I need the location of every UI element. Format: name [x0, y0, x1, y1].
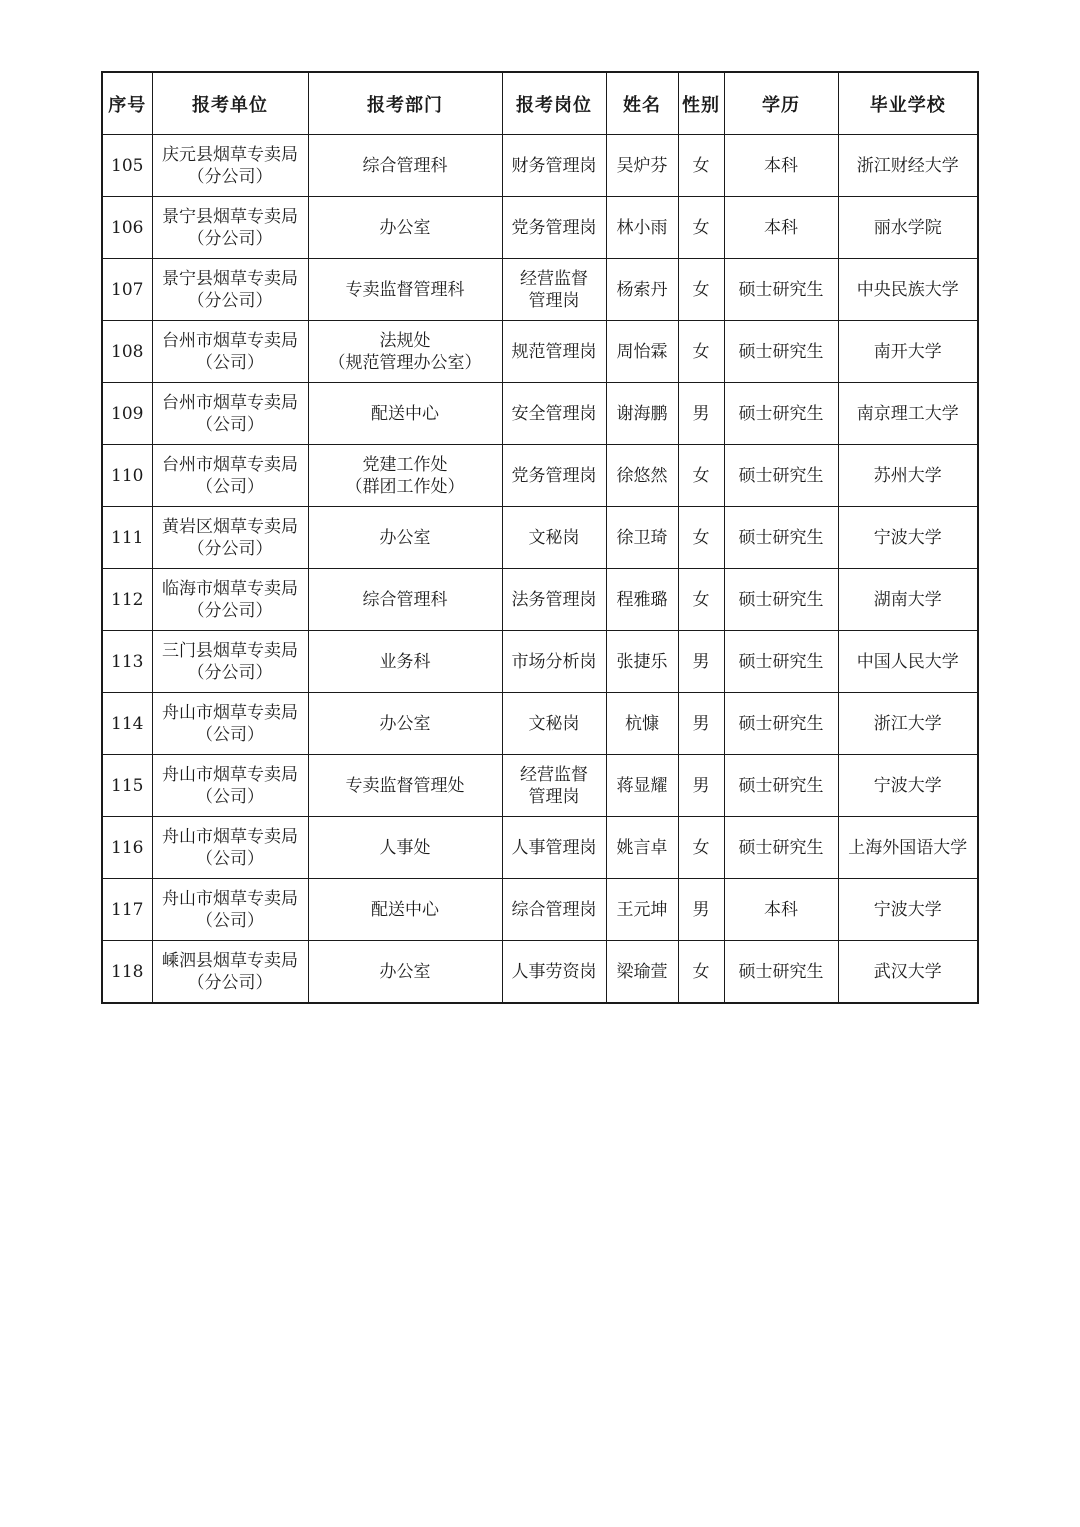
cell-no [102, 941, 152, 1004]
cell-unit-line-1: 景宁县烟草专卖局 [162, 206, 298, 227]
cell-gender [678, 197, 724, 259]
cell-school [838, 507, 978, 569]
cell-post-line-1: 人事管理岗 [511, 837, 597, 858]
cell-school [838, 755, 978, 817]
cell-unit [152, 879, 308, 941]
cell-gender [678, 259, 724, 321]
cell-post-line-1: 法务管理岗 [511, 589, 597, 610]
cell-school [838, 631, 978, 693]
cell-education-text: 硕士研究生 [738, 775, 824, 796]
cell-post-line-1: 经营监督 [520, 268, 588, 289]
cell-education-text: 硕士研究生 [738, 837, 824, 858]
cell-school [838, 569, 978, 631]
cell-education-text: 硕士研究生 [738, 961, 824, 982]
cell-post-line-2: 管理岗 [528, 290, 580, 311]
cell-post [502, 135, 606, 197]
cell-education-text: 硕士研究生 [738, 651, 824, 672]
cell-name [606, 135, 678, 197]
cell-post-line-1: 党务管理岗 [511, 465, 597, 486]
cell-education-text: 本科 [764, 155, 798, 176]
cell-name [606, 941, 678, 1004]
cell-department [308, 135, 502, 197]
cell-no-text: 105 [111, 155, 144, 176]
cell-no-text: 115 [111, 775, 144, 796]
cell-unit-line-1: 景宁县烟草专卖局 [162, 268, 298, 289]
cell-name-text: 林小雨 [616, 217, 668, 238]
cell-unit-line-1: 台州市烟草专卖局 [162, 454, 298, 475]
cell-unit-line-1: 舟山市烟草专卖局 [162, 888, 298, 909]
cell-gender [678, 135, 724, 197]
cell-unit-line-2: （公司） [196, 848, 264, 869]
cell-name-text: 张捷乐 [616, 651, 668, 672]
cell-name [606, 817, 678, 879]
cell-unit-line-2: （公司） [196, 414, 264, 435]
cell-department [308, 755, 502, 817]
cell-name [606, 693, 678, 755]
cell-no-text: 114 [111, 713, 144, 734]
cell-name [606, 755, 678, 817]
cell-post-line-1: 综合管理岗 [511, 899, 597, 920]
cell-education [724, 197, 838, 259]
header-gender: 性别 [678, 72, 724, 135]
cell-post [502, 569, 606, 631]
cell-gender-text: 女 [692, 837, 710, 858]
cell-unit-line-2: （公司） [196, 476, 264, 497]
cell-department [308, 259, 502, 321]
cell-gender [678, 631, 724, 693]
cell-name [606, 383, 678, 445]
cell-name [606, 445, 678, 507]
cell-no [102, 507, 152, 569]
cell-department-line-2: （规范管理办公室） [328, 352, 482, 373]
cell-unit-line-1: 舟山市烟草专卖局 [162, 826, 298, 847]
cell-school [838, 445, 978, 507]
cell-department [308, 817, 502, 879]
header-department: 报考部门 [308, 72, 502, 135]
cell-department-line-1: 办公室 [379, 217, 431, 238]
cell-education [724, 693, 838, 755]
cell-gender [678, 879, 724, 941]
cell-post-line-1: 安全管理岗 [511, 403, 597, 424]
cell-no [102, 135, 152, 197]
cell-no-text: 118 [111, 961, 144, 982]
cell-name [606, 569, 678, 631]
cell-unit [152, 507, 308, 569]
table-row [102, 383, 978, 445]
cell-name-text: 谢海鹏 [616, 403, 668, 424]
cell-name-text: 吴炉芬 [616, 155, 668, 176]
cell-school-text: 武汉大学 [873, 961, 942, 982]
cell-unit-line-1: 嵊泗县烟草专卖局 [162, 950, 298, 971]
table-row [102, 693, 978, 755]
cell-no [102, 693, 152, 755]
cell-no-text: 111 [111, 527, 144, 548]
cell-unit-line-2: （公司） [196, 352, 264, 373]
cell-department-line-1: 专卖监督管理处 [345, 775, 465, 796]
cell-unit-line-2: （分公司） [187, 290, 273, 311]
cell-department-line-1: 办公室 [379, 713, 431, 734]
cell-unit [152, 321, 308, 383]
cell-department-line-1: 办公室 [379, 961, 431, 982]
cell-department [308, 631, 502, 693]
cell-name [606, 321, 678, 383]
cell-no-text: 112 [111, 589, 144, 610]
cell-no-text: 108 [111, 341, 144, 362]
cell-post-line-1: 文秘岗 [528, 527, 580, 548]
cell-no-text: 117 [111, 899, 144, 920]
cell-name-text: 杭慷 [625, 713, 659, 734]
cell-school-text: 南开大学 [873, 341, 942, 362]
cell-name-text: 程雅璐 [616, 589, 668, 610]
cell-unit-line-2: （分公司） [187, 166, 273, 187]
cell-name-text: 蒋显耀 [616, 775, 668, 796]
cell-name-text: 姚言卓 [616, 837, 668, 858]
cell-school-text: 苏州大学 [873, 465, 942, 486]
table-row [102, 941, 978, 1004]
table-row [102, 259, 978, 321]
header-education: 学历 [724, 72, 838, 135]
cell-unit-line-1: 临海市烟草专卖局 [162, 578, 298, 599]
cell-name [606, 631, 678, 693]
cell-school [838, 879, 978, 941]
cell-post-line-2: 管理岗 [528, 786, 580, 807]
cell-no-text: 113 [111, 651, 144, 672]
cell-name-text: 梁瑜萱 [616, 961, 668, 982]
cell-post [502, 631, 606, 693]
cell-department-line-1: 办公室 [379, 527, 431, 548]
cell-education [724, 941, 838, 1004]
cell-school-text: 南京理工大学 [856, 403, 959, 424]
cell-name [606, 259, 678, 321]
cell-education-text: 硕士研究生 [738, 589, 824, 610]
cell-gender [678, 321, 724, 383]
table-row [102, 507, 978, 569]
cell-gender-text: 女 [692, 279, 710, 300]
cell-department [308, 693, 502, 755]
cell-unit [152, 197, 308, 259]
cell-department-line-1: 配送中心 [371, 899, 439, 920]
cell-school-text: 宁波大学 [873, 527, 942, 548]
cell-unit-line-1: 庆元县烟草专卖局 [162, 144, 298, 165]
cell-school [838, 135, 978, 197]
cell-department-line-1: 综合管理科 [362, 589, 448, 610]
table-row [102, 879, 978, 941]
cell-post [502, 693, 606, 755]
cell-education-text: 硕士研究生 [738, 713, 824, 734]
cell-no [102, 321, 152, 383]
cell-education [724, 755, 838, 817]
cell-education [724, 879, 838, 941]
cell-school-text: 湖南大学 [873, 589, 942, 610]
cell-no-text: 109 [111, 403, 144, 424]
table-row [102, 817, 978, 879]
cell-education [724, 135, 838, 197]
cell-gender [678, 755, 724, 817]
cell-school [838, 941, 978, 1004]
cell-unit-line-1: 舟山市烟草专卖局 [162, 702, 298, 723]
cell-name-text: 徐悠然 [616, 465, 668, 486]
header-unit: 报考单位 [152, 72, 308, 135]
cell-no [102, 383, 152, 445]
cell-unit-line-1: 台州市烟草专卖局 [162, 392, 298, 413]
cell-education [724, 631, 838, 693]
cell-department-line-1: 人事处 [379, 837, 431, 858]
cell-unit-line-2: （分公司） [187, 600, 273, 621]
cell-no [102, 631, 152, 693]
cell-school [838, 383, 978, 445]
cell-gender [678, 569, 724, 631]
cell-department [308, 507, 502, 569]
cell-gender-text: 男 [692, 899, 710, 920]
cell-post [502, 321, 606, 383]
cell-gender [678, 507, 724, 569]
cell-post [502, 445, 606, 507]
cell-department-line-1: 综合管理科 [362, 155, 448, 176]
cell-unit [152, 631, 308, 693]
cell-school-text: 中央民族大学 [856, 279, 959, 300]
cell-department [308, 445, 502, 507]
cell-name-text: 周怡霖 [616, 341, 668, 362]
cell-unit-line-2: （分公司） [187, 228, 273, 249]
cell-education [724, 817, 838, 879]
cell-no [102, 259, 152, 321]
cell-unit [152, 693, 308, 755]
header-name: 姓名 [606, 72, 678, 135]
cell-no [102, 817, 152, 879]
cell-name-text: 徐卫琦 [616, 527, 668, 548]
table-header [102, 72, 978, 135]
cell-post [502, 507, 606, 569]
cell-school [838, 259, 978, 321]
cell-unit [152, 817, 308, 879]
cell-name-text: 杨索丹 [616, 279, 668, 300]
cell-post-line-1: 文秘岗 [528, 713, 580, 734]
cell-department-line-1: 法规处 [379, 330, 431, 351]
table-body [102, 135, 978, 1004]
cell-unit [152, 135, 308, 197]
cell-department [308, 941, 502, 1004]
table-row [102, 631, 978, 693]
header-post: 报考岗位 [502, 72, 606, 135]
table-row [102, 321, 978, 383]
cell-unit [152, 941, 308, 1004]
cell-unit [152, 259, 308, 321]
cell-unit [152, 755, 308, 817]
cell-education [724, 507, 838, 569]
table-row [102, 197, 978, 259]
cell-gender [678, 941, 724, 1004]
cell-school [838, 197, 978, 259]
cell-department [308, 879, 502, 941]
cell-school-text: 浙江财经大学 [856, 155, 959, 176]
cell-no-text: 107 [111, 279, 144, 300]
cell-education [724, 569, 838, 631]
cell-gender [678, 383, 724, 445]
cell-no-text: 116 [111, 837, 144, 858]
cell-gender-text: 女 [692, 341, 710, 362]
cell-gender-text: 男 [692, 651, 710, 672]
cell-school-text: 浙江大学 [873, 713, 942, 734]
cell-post-line-1: 规范管理岗 [511, 341, 597, 362]
cell-gender-text: 女 [692, 217, 710, 238]
cell-gender-text: 女 [692, 961, 710, 982]
cell-education [724, 259, 838, 321]
cell-school-text: 中国人民大学 [856, 651, 959, 672]
admission-roster-table [101, 71, 979, 1004]
cell-unit-line-2: （公司） [196, 910, 264, 931]
cell-school [838, 321, 978, 383]
cell-no [102, 197, 152, 259]
cell-unit [152, 383, 308, 445]
cell-gender [678, 817, 724, 879]
cell-no [102, 569, 152, 631]
cell-unit-line-1: 舟山市烟草专卖局 [162, 764, 298, 785]
cell-unit [152, 569, 308, 631]
cell-no [102, 755, 152, 817]
cell-school [838, 817, 978, 879]
cell-unit [152, 445, 308, 507]
cell-education-text: 硕士研究生 [738, 403, 824, 424]
cell-education-text: 硕士研究生 [738, 527, 824, 548]
cell-gender-text: 女 [692, 155, 710, 176]
cell-gender-text: 女 [692, 527, 710, 548]
cell-education-text: 硕士研究生 [738, 279, 824, 300]
cell-no [102, 879, 152, 941]
cell-unit-line-1: 黄岩区烟草专卖局 [162, 516, 298, 537]
cell-no [102, 445, 152, 507]
cell-department-line-1: 专卖监督管理科 [345, 279, 465, 300]
cell-unit-line-2: （分公司） [187, 662, 273, 683]
cell-post-line-1: 财务管理岗 [511, 155, 597, 176]
cell-gender-text: 女 [692, 589, 710, 610]
cell-post [502, 383, 606, 445]
table-row [102, 755, 978, 817]
cell-school-text: 宁波大学 [873, 899, 942, 920]
cell-education [724, 445, 838, 507]
table-row [102, 135, 978, 197]
cell-unit-line-1: 三门县烟草专卖局 [162, 640, 298, 661]
cell-gender [678, 445, 724, 507]
cell-no-text: 106 [111, 217, 144, 238]
cell-education-text: 硕士研究生 [738, 341, 824, 362]
cell-school-text: 丽水学院 [873, 217, 942, 238]
cell-post [502, 879, 606, 941]
cell-department [308, 321, 502, 383]
cell-education-text: 硕士研究生 [738, 465, 824, 486]
cell-gender-text: 男 [692, 713, 710, 734]
cell-post [502, 259, 606, 321]
cell-gender [678, 693, 724, 755]
cell-education [724, 383, 838, 445]
header-school: 毕业学校 [838, 72, 978, 135]
cell-department-line-1: 配送中心 [371, 403, 439, 424]
cell-post-line-1: 人事劳资岗 [511, 961, 597, 982]
cell-gender-text: 男 [692, 403, 710, 424]
cell-unit-line-2: （公司） [196, 724, 264, 745]
cell-department [308, 383, 502, 445]
table-row [102, 445, 978, 507]
cell-post-line-1: 经营监督 [520, 764, 588, 785]
cell-name [606, 879, 678, 941]
cell-department [308, 197, 502, 259]
cell-school-text: 上海外国语大学 [848, 837, 968, 858]
header-row [102, 72, 978, 135]
cell-education-text: 本科 [764, 899, 798, 920]
cell-department-line-1: 党建工作处 [362, 454, 448, 475]
cell-name [606, 507, 678, 569]
cell-school [838, 693, 978, 755]
cell-department-line-2: （群团工作处） [345, 476, 465, 497]
cell-post [502, 755, 606, 817]
cell-name-text: 王元坤 [616, 899, 668, 920]
cell-unit-line-2: （分公司） [187, 538, 273, 559]
cell-unit-line-2: （分公司） [187, 972, 273, 993]
cell-department-line-1: 业务科 [379, 651, 431, 672]
table-row [102, 569, 978, 631]
cell-post-line-1: 市场分析岗 [511, 651, 597, 672]
cell-post [502, 197, 606, 259]
cell-post [502, 941, 606, 1004]
cell-no-text: 110 [111, 465, 144, 486]
cell-school-text: 宁波大学 [873, 775, 942, 796]
cell-post-line-1: 党务管理岗 [511, 217, 597, 238]
cell-department [308, 569, 502, 631]
cell-education [724, 321, 838, 383]
cell-unit-line-1: 台州市烟草专卖局 [162, 330, 298, 351]
header-no: 序号 [102, 72, 152, 135]
cell-name [606, 197, 678, 259]
cell-post [502, 817, 606, 879]
cell-gender-text: 女 [692, 465, 710, 486]
cell-education-text: 本科 [764, 217, 798, 238]
cell-gender-text: 男 [692, 775, 710, 796]
cell-unit-line-2: （公司） [196, 786, 264, 807]
